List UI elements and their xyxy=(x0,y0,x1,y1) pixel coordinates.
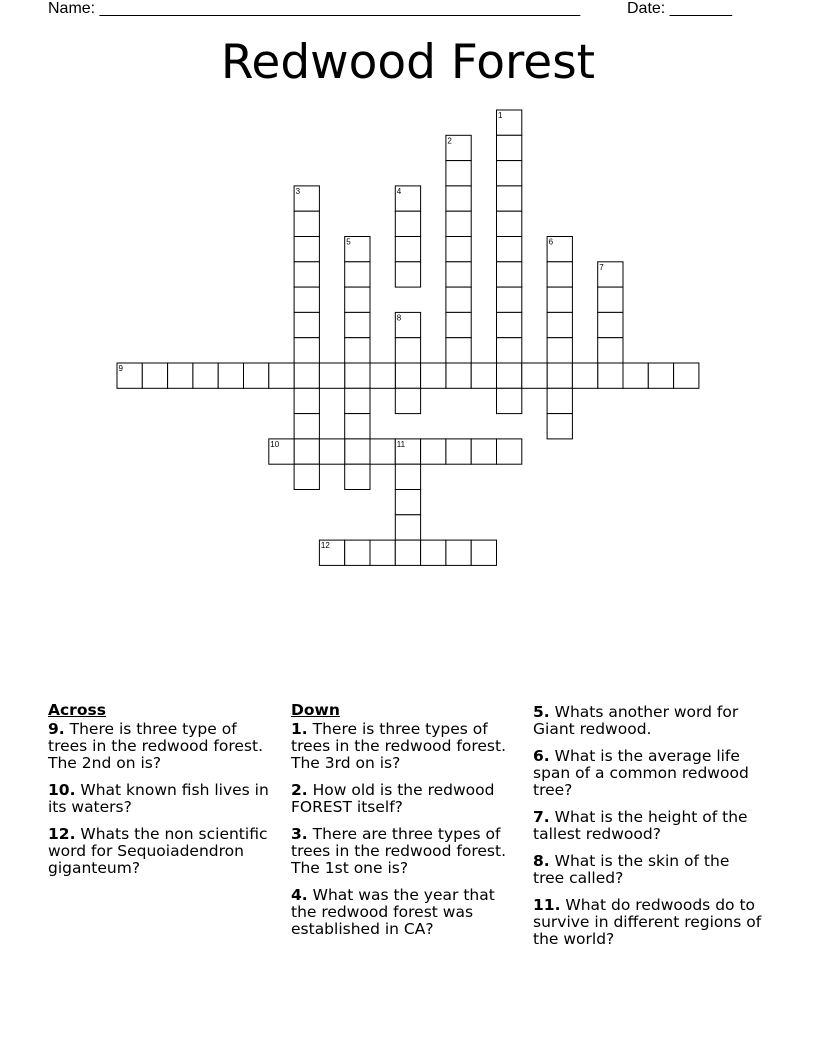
grid-cell[interactable] xyxy=(421,363,446,388)
grid-cell[interactable] xyxy=(218,363,243,388)
grid-cell[interactable] xyxy=(395,338,420,363)
grid-cell[interactable] xyxy=(497,312,522,337)
clue-5 xyxy=(533,704,763,738)
grid-cell[interactable] xyxy=(294,363,319,388)
clue-text: What was the year that the redwood forest was established in CA? xyxy=(291,886,495,938)
grid-cell[interactable] xyxy=(294,312,319,337)
grid-cell[interactable] xyxy=(547,414,572,439)
grid-cell[interactable] xyxy=(497,135,522,160)
clue-text: Whats the non scientific word for Sequoiadendron giganteum? xyxy=(48,825,268,877)
grid-cell[interactable] xyxy=(497,237,522,262)
grid-cell[interactable] xyxy=(471,363,496,388)
grid-cell[interactable] xyxy=(294,464,319,489)
down-clues-continued xyxy=(533,704,763,958)
grid-cell[interactable] xyxy=(446,287,471,312)
clue-number: 1. xyxy=(291,720,308,738)
clue-2 xyxy=(291,782,516,816)
grid-cell[interactable] xyxy=(623,363,648,388)
clue-text: What known fish lives in its waters? xyxy=(48,781,269,816)
cell-number: 4 xyxy=(396,186,402,196)
grid-cell[interactable] xyxy=(168,363,193,388)
clue-text: What is the height of the tallest redwood? xyxy=(533,808,748,843)
grid-cell[interactable] xyxy=(345,414,370,439)
grid-cell[interactable] xyxy=(497,211,522,236)
clue-text: What do redwoods do to survive in different regions of the world? xyxy=(533,896,762,948)
clue-text: What is the average life span of a common redwood tree? xyxy=(533,747,749,799)
grid-cell[interactable] xyxy=(370,439,395,464)
grid-cell[interactable] xyxy=(497,186,522,211)
clue-9 xyxy=(48,721,280,772)
grid-cell[interactable] xyxy=(345,312,370,337)
grid-cell[interactable] xyxy=(446,211,471,236)
grid-cell[interactable] xyxy=(446,262,471,287)
grid-cell[interactable] xyxy=(395,237,420,262)
clue-text: How old is the redwood FOREST itself? xyxy=(291,781,495,816)
grid-cell[interactable] xyxy=(497,363,522,388)
grid-cell[interactable] xyxy=(598,338,623,363)
clue-8 xyxy=(533,853,763,887)
down-clues xyxy=(291,702,516,948)
grid-cell[interactable] xyxy=(294,439,319,464)
cell-number: 9 xyxy=(118,364,123,373)
grid-cell[interactable] xyxy=(522,363,547,388)
clue-text: What is the skin of the tree called? xyxy=(533,852,730,887)
grid-cell[interactable] xyxy=(345,464,370,489)
grid-cell[interactable] xyxy=(446,540,471,565)
grid-cell[interactable] xyxy=(244,363,269,388)
clue-11 xyxy=(533,897,763,948)
grid-cell[interactable] xyxy=(370,540,395,565)
grid-cell[interactable] xyxy=(395,490,420,515)
grid-cell[interactable] xyxy=(193,363,218,388)
clue-number: 5. xyxy=(533,703,550,721)
grid-cell[interactable] xyxy=(572,363,597,388)
grid-cell[interactable] xyxy=(674,363,699,388)
cell-number: 1 xyxy=(498,111,503,120)
grid-cell[interactable] xyxy=(446,237,471,262)
grid-cell[interactable] xyxy=(345,338,370,363)
grid-cell[interactable] xyxy=(547,388,572,413)
grid-cell[interactable] xyxy=(345,363,370,388)
grid-cell[interactable] xyxy=(598,287,623,312)
grid-cell[interactable] xyxy=(395,540,420,565)
grid-cell[interactable] xyxy=(142,363,167,388)
grid-cell[interactable] xyxy=(497,262,522,287)
cell-number: 3 xyxy=(295,186,301,196)
name-field-label[interactable]: Name: ______________________________________________________ xyxy=(48,0,581,17)
clue-number: 6. xyxy=(533,747,550,765)
grid-cell[interactable] xyxy=(294,262,319,287)
cell-number: 7 xyxy=(599,262,604,272)
clue-number: 3. xyxy=(291,825,308,843)
across-heading: Across xyxy=(48,701,106,719)
grid-cell[interactable] xyxy=(319,363,344,388)
clue-1 xyxy=(291,721,516,772)
grid-cell[interactable] xyxy=(345,439,370,464)
grid-cell[interactable] xyxy=(345,287,370,312)
grid-cell[interactable] xyxy=(471,540,496,565)
grid-cell[interactable] xyxy=(547,312,572,337)
clue-text: Whats another word for Giant redwood. xyxy=(533,703,739,738)
clue-number: 9. xyxy=(48,720,65,738)
grid-cell[interactable] xyxy=(269,363,294,388)
clue-3 xyxy=(291,826,516,877)
grid-cell[interactable] xyxy=(294,338,319,363)
grid-cell[interactable] xyxy=(395,262,420,287)
grid-cell[interactable] xyxy=(294,237,319,262)
clue-number: 7. xyxy=(533,808,550,826)
grid-cell[interactable] xyxy=(345,388,370,413)
grid-cell[interactable] xyxy=(446,439,471,464)
grid-cell[interactable] xyxy=(547,338,572,363)
clue-10 xyxy=(48,782,280,816)
grid-cell[interactable] xyxy=(547,287,572,312)
clue-number: 10. xyxy=(48,781,76,799)
grid-cell[interactable] xyxy=(471,439,496,464)
grid-cell[interactable] xyxy=(497,439,522,464)
cell-number: 11 xyxy=(396,439,406,449)
across-clues xyxy=(48,702,280,887)
grid-cell[interactable] xyxy=(294,414,319,439)
grid-cell[interactable] xyxy=(395,388,420,413)
grid-cell[interactable] xyxy=(395,464,420,489)
grid-cell[interactable] xyxy=(345,262,370,287)
grid-cell[interactable] xyxy=(395,515,420,540)
cell-number: 5 xyxy=(346,237,351,247)
clue-text: There is three type of trees in the redwood forest. The 2nd on is? xyxy=(48,720,264,772)
grid-cell[interactable] xyxy=(446,186,471,211)
grid-cell[interactable] xyxy=(446,363,471,388)
clue-number: 8. xyxy=(533,852,550,870)
clue-text: There is three types of trees in the redwood forest. The 3rd on is? xyxy=(291,720,507,772)
clue-7 xyxy=(533,809,763,843)
grid-cell[interactable] xyxy=(395,363,420,388)
grid-cell[interactable] xyxy=(345,540,370,565)
grid-cell[interactable] xyxy=(421,540,446,565)
grid-cell[interactable] xyxy=(598,363,623,388)
grid-cell[interactable] xyxy=(446,338,471,363)
grid-cell[interactable] xyxy=(421,439,446,464)
grid-cell[interactable] xyxy=(294,388,319,413)
clue-number: 12. xyxy=(48,825,76,843)
grid-cell[interactable] xyxy=(547,363,572,388)
grid-cell[interactable] xyxy=(497,388,522,413)
grid-cell[interactable] xyxy=(497,338,522,363)
cell-number: 8 xyxy=(396,313,402,323)
grid-cell[interactable] xyxy=(446,161,471,186)
grid-cell[interactable] xyxy=(497,161,522,186)
date-field-label[interactable]: Date: _______ xyxy=(627,0,732,17)
page-title: Redwood Forest xyxy=(220,35,596,90)
clue-6 xyxy=(533,748,763,799)
clue-number: 4. xyxy=(291,886,308,904)
clue-number: 11. xyxy=(533,896,561,914)
grid-cell[interactable] xyxy=(446,312,471,337)
clue-12 xyxy=(48,826,280,877)
grid-cell[interactable] xyxy=(648,363,673,388)
cell-number: 6 xyxy=(548,237,554,247)
grid-cell[interactable] xyxy=(547,262,572,287)
clue-4 xyxy=(291,887,516,938)
cell-number: 12 xyxy=(320,541,330,551)
grid-cell[interactable] xyxy=(370,363,395,388)
grid-cell[interactable] xyxy=(294,211,319,236)
clue-text: There are three types of trees in the redwood forest. The 1st one is? xyxy=(291,825,507,877)
grid-cell[interactable] xyxy=(497,287,522,312)
down-heading: Down xyxy=(291,701,340,719)
grid-cell[interactable] xyxy=(395,211,420,236)
grid-cell[interactable] xyxy=(598,312,623,337)
cell-number: 10 xyxy=(270,439,280,449)
grid-cell[interactable] xyxy=(319,439,344,464)
clue-number: 2. xyxy=(291,781,308,799)
cell-number: 2 xyxy=(447,136,452,146)
grid-cell[interactable] xyxy=(294,287,319,312)
